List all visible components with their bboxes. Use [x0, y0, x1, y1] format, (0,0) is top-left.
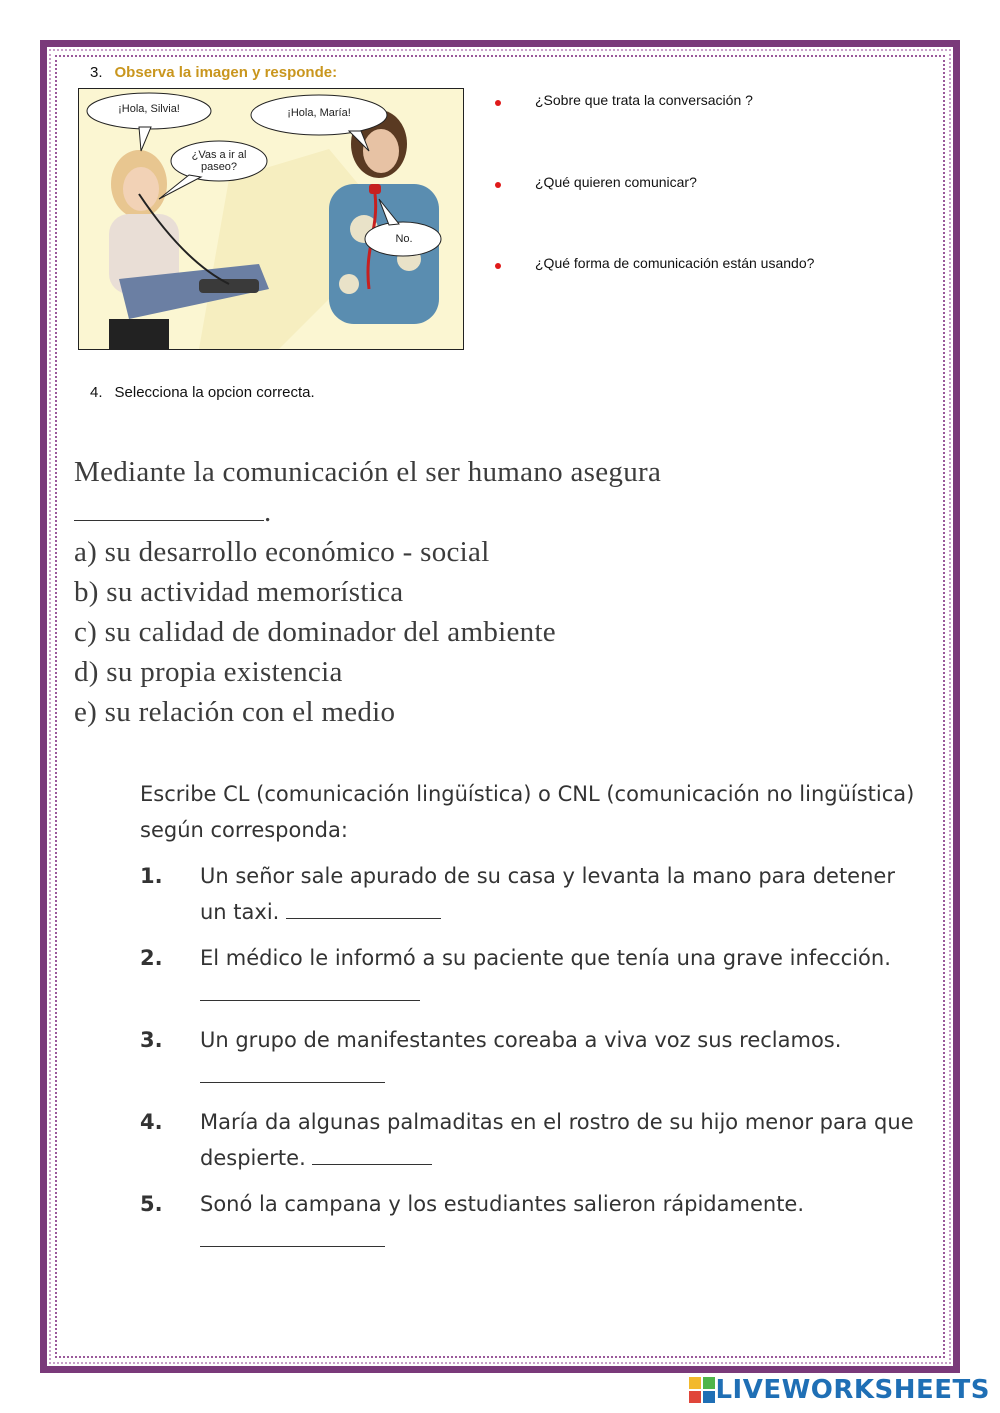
question-1: ¿Sobre que trata la conversación ? [535, 92, 753, 108]
item-text: María da algunas palmaditas en el rostro de su hijo menor para que despierte. [200, 1110, 914, 1170]
answer-blank[interactable] [200, 1224, 385, 1247]
item-number: 1. [140, 864, 163, 888]
exercise-item [140, 858, 915, 930]
mc-option-c[interactable]: c) su calidad de dominador del ambiente [74, 616, 556, 648]
bubble-vas-a-ir: ¿Vas a ir al paseo? [191, 149, 247, 173]
answer-blank[interactable] [200, 978, 420, 1001]
answer-blank[interactable] [286, 896, 441, 919]
bullet-icon [495, 100, 501, 106]
mc-option-e[interactable]: e) su relación con el medio [74, 696, 396, 728]
conversation-illustration [78, 88, 464, 350]
exercise-item [140, 1186, 915, 1258]
item-text: Sonó la campana y los estudiantes salieron rápidamente. [200, 1192, 805, 1216]
logo-text: LIVEWORKSHEETS [715, 1375, 990, 1405]
exercise-item [140, 1022, 915, 1094]
mc-prompt-end: . [264, 496, 272, 528]
question-2: ¿Qué quieren comunicar? [535, 174, 697, 190]
item-number: 5. [140, 1192, 163, 1216]
multiple-choice-question [74, 452, 661, 732]
item-text: Un grupo de manifestantes coreaba a viva voz sus reclamos. [200, 1028, 842, 1052]
section3-heading [90, 64, 337, 81]
item-number: 3. [140, 1028, 163, 1052]
bubble-hola-silvia: ¡Hola, Silvia! [118, 103, 180, 115]
exercise-item [140, 940, 915, 1012]
bubble-no: No. [395, 233, 413, 245]
section4-number: 4. [90, 384, 103, 401]
mc-option-d[interactable]: d) su propia existencia [74, 656, 343, 688]
illustration-art [79, 89, 463, 349]
exercise-item [140, 1104, 915, 1176]
mc-blank-line [74, 492, 661, 532]
liveworksheets-logo [689, 1375, 990, 1405]
exercise-intro: Escribe CL (comunicación lingüística) o CNL (comunicación no lingüística) según corresponda: [140, 782, 915, 842]
logo-icon [689, 1377, 715, 1403]
item-text: Un señor sale apurado de su casa y levanta la mano para detener un taxi. [200, 864, 895, 924]
section3-number: 3. [90, 64, 103, 81]
item-text: El médico le informó a su paciente que tenía una grave infección. [200, 946, 891, 970]
bubble-hola-maria: ¡Hola, María! [287, 107, 351, 119]
item-number: 2. [140, 946, 163, 970]
mc-option-a[interactable]: a) su desarrollo económico - social [74, 536, 490, 568]
mc-option-b[interactable]: b) su actividad memorística [74, 576, 404, 608]
bullet-icon [495, 182, 501, 188]
question-3: ¿Qué forma de comunicación están usando? [535, 255, 815, 271]
item-number: 4. [140, 1110, 163, 1134]
section4-title: Selecciona la opcion correcta. [114, 384, 315, 401]
bullet-icon [495, 263, 501, 269]
section4-heading [90, 384, 315, 401]
mc-blank[interactable] [74, 492, 264, 521]
mc-prompt: Mediante la comunicación el ser humano asegura [74, 456, 662, 488]
section3-title: Observa la imagen y responde: [114, 64, 338, 81]
cl-cnl-exercise [140, 776, 915, 1258]
answer-blank[interactable] [200, 1060, 385, 1083]
answer-blank[interactable] [312, 1142, 432, 1165]
